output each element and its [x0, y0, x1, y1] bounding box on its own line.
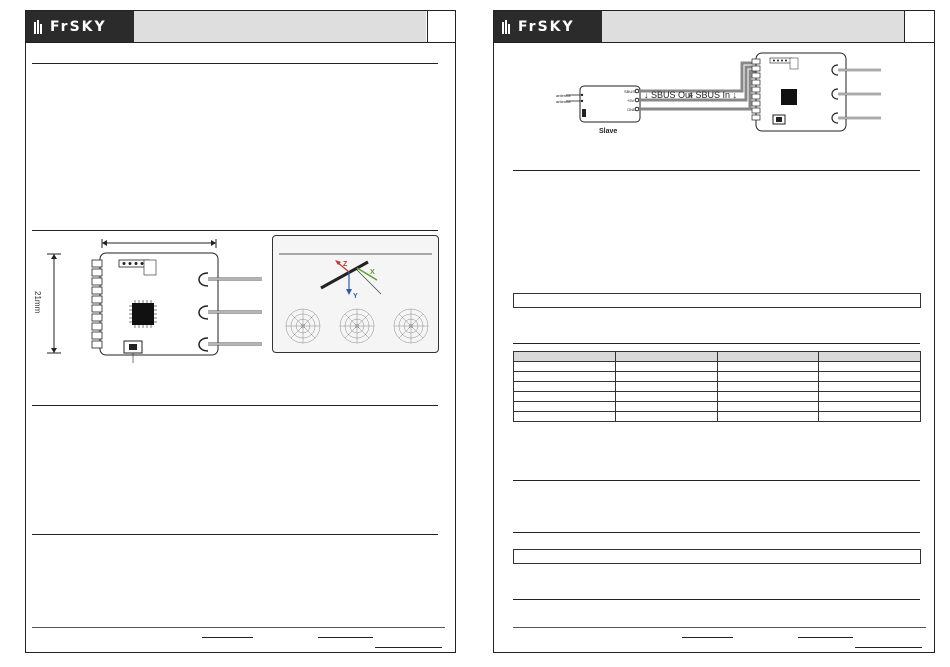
- height-dimension-label: 21mm: [33, 291, 42, 314]
- footer-link-underline: [318, 637, 373, 638]
- header-band: [134, 11, 426, 42]
- section-rule: [32, 230, 438, 231]
- spec-table: [513, 351, 921, 422]
- page-header: [494, 11, 934, 43]
- footer-link-underline: [682, 637, 733, 638]
- footer-rule: [32, 627, 445, 628]
- table-row: [514, 412, 921, 422]
- table-header-cell: [615, 352, 717, 362]
- brand-logo: [494, 11, 602, 42]
- logo-bars-icon: [34, 20, 48, 34]
- logo-bars-icon: [502, 20, 516, 34]
- logo-text: FrSKY: [518, 19, 575, 35]
- note-box: [513, 549, 921, 564]
- table-row: [514, 392, 921, 402]
- section-rule: [513, 343, 920, 344]
- section-rule: [513, 170, 920, 171]
- section-rule: [513, 480, 920, 481]
- footer-link-underline: [855, 647, 922, 648]
- antenna-label: antenna: [556, 93, 571, 98]
- sbus-wiring-diagram: [556, 49, 886, 147]
- table-header-cell: [717, 352, 819, 362]
- footer-link-underline: [375, 647, 442, 648]
- note-box: [513, 293, 921, 308]
- manual-page-left: [25, 10, 456, 653]
- header-band: [602, 11, 906, 42]
- receiver-dimension-figure: [33, 236, 266, 371]
- radiation-diagram: [273, 236, 438, 352]
- page-number-box: [904, 11, 934, 42]
- antenna-label: antenna: [556, 99, 571, 104]
- axis-x-label: X: [370, 269, 375, 276]
- polar-plot-2: [340, 309, 374, 343]
- polar-plot-3: [394, 309, 428, 343]
- page-number-box: [427, 11, 455, 42]
- footer-link-underline: [202, 637, 253, 638]
- pin-label: +5V: [627, 98, 635, 103]
- section-rule: [513, 599, 920, 600]
- table-header-row: [514, 352, 921, 362]
- slave-label: Slave: [599, 128, 618, 135]
- table-row: [514, 362, 921, 372]
- section-rule: [513, 532, 920, 533]
- footer-link-underline: [798, 637, 853, 638]
- polar-plot-1: [286, 309, 320, 343]
- sbus-in-label: » SBUS In ↓: [688, 90, 738, 100]
- footer-rule: [513, 627, 926, 628]
- section-rule: [32, 534, 438, 535]
- logo-text: FrSKY: [50, 19, 107, 35]
- receiver-drawing: [36, 236, 266, 371]
- antenna-radiation-figure: [272, 235, 439, 353]
- manual-page-right: [493, 10, 935, 653]
- table-header-cell: [514, 352, 616, 362]
- brand-logo: [26, 11, 134, 42]
- pin-label: GND: [627, 107, 636, 112]
- axis-y-label: Y: [353, 293, 358, 300]
- page-header: [26, 11, 455, 43]
- section-rule: [32, 63, 438, 64]
- pin-label: SBUS: [624, 89, 635, 94]
- table-row: [514, 372, 921, 382]
- sbus-out-label: ↓ SBUS Out: [644, 90, 693, 100]
- table-row: [514, 382, 921, 392]
- section-rule: [32, 405, 438, 406]
- table-row: [514, 402, 921, 412]
- table-header-cell: [819, 352, 921, 362]
- axis-z-label: Z: [343, 261, 348, 268]
